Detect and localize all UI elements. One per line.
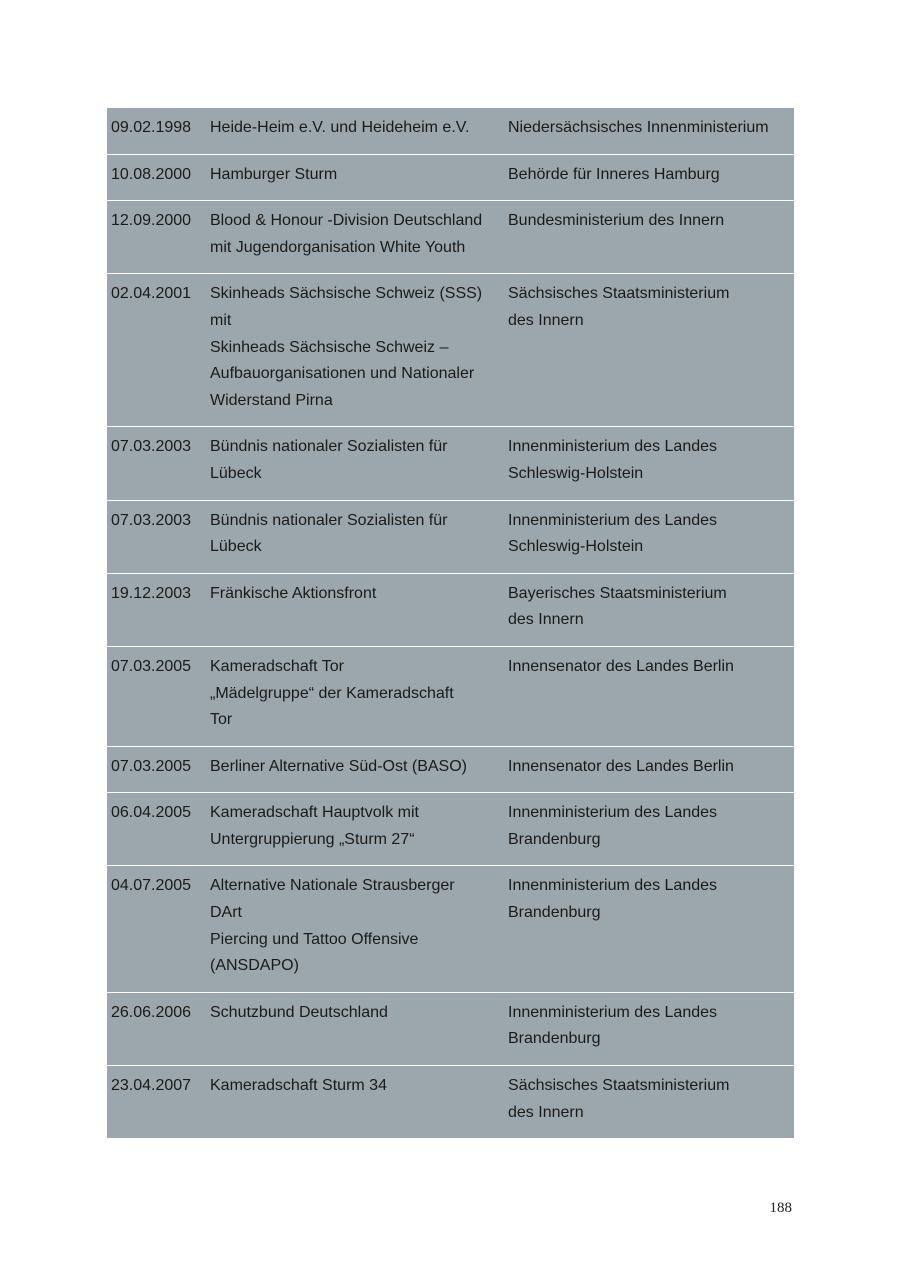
authority-line: Niedersächsisches Innenministerium <box>508 119 769 136</box>
date-cell: 02.04.2001 <box>107 274 206 427</box>
organization-line: Kameradschaft Tor <box>210 657 344 675</box>
authority-line: Sächsisches Staatsministerium <box>508 285 730 303</box>
authority-line: Innenministerium des Landes <box>508 438 718 456</box>
date-cell: 10.08.2000 <box>107 154 206 201</box>
date-cell: 09.02.1998 <box>107 108 206 154</box>
table-row <box>107 500 794 573</box>
organization-line: Lübeck <box>210 538 262 556</box>
authority-cell <box>504 274 794 427</box>
authority-line: des Innern <box>508 1103 584 1121</box>
authority-line: Innenministerium des Landes <box>508 877 718 895</box>
date-cell: 23.04.2007 <box>107 1066 206 1139</box>
date-cell: 06.04.2005 <box>107 793 206 866</box>
table-row <box>107 1066 794 1139</box>
organization-cell <box>206 500 504 573</box>
organization-line: Lübeck <box>210 464 262 482</box>
organization-line: Widerstand Pirna <box>210 391 333 409</box>
organization-line: mit Jugendorganisation White Youth <box>210 238 466 256</box>
organization-cell <box>206 1066 504 1139</box>
authority-cell <box>504 793 794 866</box>
organization-cell <box>206 646 504 746</box>
organization-line: Bündnis nationaler Sozialisten für <box>210 511 448 529</box>
authority-cell <box>504 866 794 992</box>
table-row <box>107 992 794 1065</box>
authority-cell <box>504 1066 794 1139</box>
organization-line: mit <box>210 311 232 329</box>
organization-cell <box>206 274 504 427</box>
organization-line: Schutzbund Deutschland <box>210 1003 388 1021</box>
table-row <box>107 866 794 992</box>
organization-line: Alternative Nationale Strausberger <box>210 877 455 895</box>
table-row <box>107 108 794 154</box>
authority-line: Innensenator des Landes Berlin <box>508 657 734 675</box>
table-body <box>107 108 794 1138</box>
organization-line: Skinheads Sächsische Schweiz (SSS) <box>210 285 483 303</box>
organization-cell <box>206 992 504 1065</box>
organization-line: Skinheads Sächsische Schweiz – <box>210 338 449 356</box>
authority-cell <box>504 746 794 793</box>
authority-line: des Innern <box>508 311 584 329</box>
organization-cell <box>206 746 504 793</box>
bans-table <box>107 108 794 1138</box>
organization-line: Heide-Heim e.V. und Heideheim e.V. <box>210 119 470 136</box>
authority-line: Schleswig-Holstein <box>508 538 644 556</box>
organization-cell <box>206 154 504 201</box>
authority-line: des Innern <box>508 611 584 629</box>
page-number: 188 <box>769 1200 792 1216</box>
date-cell: 26.06.2006 <box>107 992 206 1065</box>
authority-line: Schleswig-Holstein <box>508 464 644 482</box>
authority-cell <box>504 108 794 154</box>
date-cell: 07.03.2003 <box>107 500 206 573</box>
authority-cell <box>504 573 794 646</box>
organization-cell <box>206 793 504 866</box>
authority-line: Brandenburg <box>508 1030 601 1048</box>
organization-line: Berliner Alternative Süd-Ost (BASO) <box>210 757 467 775</box>
table-row <box>107 201 794 274</box>
authority-line: Bundesministerium des Innern <box>508 212 725 230</box>
organization-line: „Mädelgruppe“ der Kameradschaft <box>210 684 454 702</box>
authority-cell <box>504 201 794 274</box>
authority-line: Brandenburg <box>508 830 601 848</box>
date-cell: 04.07.2005 <box>107 866 206 992</box>
authority-cell <box>504 646 794 746</box>
date-cell: 07.03.2005 <box>107 646 206 746</box>
table-row <box>107 646 794 746</box>
authority-line: Innenministerium des Landes <box>508 804 718 822</box>
date-cell: 12.09.2000 <box>107 201 206 274</box>
table-row <box>107 427 794 500</box>
table-row <box>107 274 794 427</box>
organization-line: Untergruppierung „Sturm 27“ <box>210 830 415 848</box>
organization-cell <box>206 427 504 500</box>
table-row <box>107 793 794 866</box>
date-cell: 19.12.2003 <box>107 573 206 646</box>
authority-cell <box>504 992 794 1065</box>
authority-line: Behörde für Inneres Hamburg <box>508 165 720 183</box>
authority-cell <box>504 427 794 500</box>
authority-line: Sächsisches Staatsministerium <box>508 1077 730 1095</box>
authority-cell <box>504 154 794 201</box>
organization-line: Kameradschaft Hauptvolk mit <box>210 804 419 822</box>
authority-cell <box>504 500 794 573</box>
organization-line: Tor <box>210 711 233 729</box>
authority-line: Bayerisches Staatsministerium <box>508 584 727 602</box>
authority-line: Brandenburg <box>508 904 601 922</box>
authority-line: Innenministerium des Landes <box>508 511 718 529</box>
organization-line: Bündnis nationaler Sozialisten für <box>210 438 448 456</box>
organization-line: Blood & Honour -Division Deutschland <box>210 212 483 230</box>
table-row <box>107 573 794 646</box>
organization-cell <box>206 201 504 274</box>
date-cell: 07.03.2005 <box>107 746 206 793</box>
organization-line: Hamburger Sturm <box>210 165 338 183</box>
organization-cell <box>206 866 504 992</box>
authority-line: Innenministerium des Landes <box>508 1003 718 1021</box>
organization-line: DArt <box>210 904 242 922</box>
date-cell: 07.03.2003 <box>107 427 206 500</box>
organization-line: (ANSDAPO) <box>210 957 299 975</box>
authority-line: Innensenator des Landes Berlin <box>508 757 734 775</box>
organization-cell <box>206 108 504 154</box>
table-row <box>107 154 794 201</box>
organization-line: Piercing und Tattoo Offensive <box>210 930 419 948</box>
table-row <box>107 746 794 793</box>
organization-line: Aufbauorganisationen und Nationaler <box>210 365 475 383</box>
organization-cell <box>206 573 504 646</box>
organization-line: Kameradschaft Sturm 34 <box>210 1077 387 1095</box>
organization-line: Fränkische Aktionsfront <box>210 584 377 602</box>
